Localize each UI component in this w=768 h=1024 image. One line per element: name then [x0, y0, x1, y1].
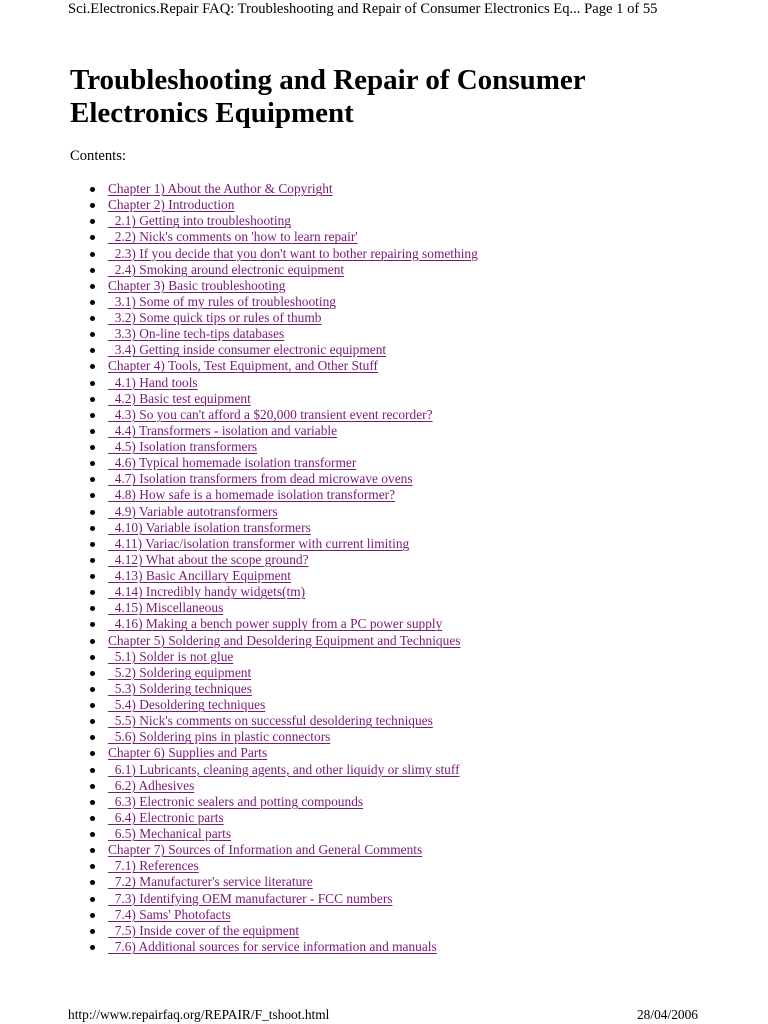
bullet-icon [90, 429, 95, 434]
bullet-icon [90, 268, 95, 273]
bullet-icon [90, 461, 95, 466]
toc-item [90, 391, 478, 407]
toc-link[interactable]: 6.3) Electronic sealers and potting compounds [108, 793, 364, 809]
toc-item [90, 633, 478, 649]
toc-link[interactable]: 4.7) Isolation transformers from dead microwave ovens [108, 471, 413, 487]
toc-item [90, 923, 478, 939]
toc-link[interactable]: 4.12) What about the scope ground? [108, 551, 309, 567]
toc-link[interactable]: 4.16) Making a bench power supply from a PC power supply [108, 616, 443, 632]
bullet-icon [90, 622, 95, 627]
toc-link[interactable]: 7.4) Sams' Photofacts [108, 906, 231, 922]
toc-item [90, 713, 478, 729]
bullet-icon [90, 300, 95, 305]
toc-item [90, 310, 478, 326]
toc-link[interactable]: 4.13) Basic Ancillary Equipment [108, 568, 291, 583]
bullet-icon [90, 945, 95, 950]
bullet-icon [90, 832, 95, 837]
toc-item [90, 907, 478, 923]
bullet-icon [90, 816, 95, 821]
bullet-icon [90, 558, 95, 563]
bullet-icon [90, 800, 95, 805]
toc-link[interactable]: 7.6) Additional sources for service information and manuals [108, 938, 437, 954]
toc-link[interactable]: Chapter 7) Sources of Information and General Comments [108, 842, 423, 858]
bullet-icon [90, 735, 95, 740]
toc-link[interactable]: 2.4) Smoking around electronic equipment [108, 261, 345, 277]
bullet-icon [90, 542, 95, 547]
toc-link[interactable]: 4.5) Isolation transformers [108, 439, 258, 454]
toc-link[interactable]: 4.10) Variable isolation transformers [108, 519, 311, 535]
toc-link[interactable]: 3.1) Some of my rules of troubleshooting [108, 293, 336, 309]
bullet-icon [90, 510, 95, 515]
toc-item [90, 842, 478, 858]
toc-item [90, 665, 478, 681]
toc-item [90, 358, 478, 374]
toc-item [90, 616, 478, 632]
toc-item [90, 649, 478, 665]
toc-item [90, 681, 478, 697]
toc-item [90, 874, 478, 890]
bullet-icon [90, 445, 95, 450]
toc-link[interactable]: 4.9) Variable autotransformers [108, 503, 278, 519]
toc-item [90, 536, 478, 552]
toc-item [90, 600, 478, 616]
toc-item [90, 504, 478, 520]
toc-link[interactable]: 4.1) Hand tools [108, 374, 198, 390]
bullet-icon [90, 655, 95, 660]
bullet-icon [90, 639, 95, 644]
toc-item [90, 891, 478, 907]
toc-link[interactable]: 2.1) Getting into troubleshooting [108, 213, 291, 229]
toc-item [90, 826, 478, 842]
bullet-icon [90, 574, 95, 579]
toc-item [90, 294, 478, 310]
toc-link[interactable]: 4.2) Basic test equipment [108, 390, 251, 406]
toc-item [90, 326, 478, 342]
toc-item [90, 197, 478, 213]
toc-link[interactable]: 7.2) Manufacturer's service literature [108, 874, 313, 890]
bullet-icon [90, 332, 95, 337]
toc-link[interactable]: 6.1) Lubricants, cleaning agents, and other liquidy or slimy stuff [108, 761, 460, 777]
toc-item [90, 487, 478, 503]
toc-item [90, 229, 478, 245]
bullet-icon [90, 493, 95, 498]
toc-link[interactable]: 5.3) Soldering techniques [108, 680, 252, 696]
toc-item [90, 745, 478, 761]
bullet-icon [90, 687, 95, 692]
toc-item [90, 407, 478, 423]
bullet-icon [90, 671, 95, 676]
bullet-icon [90, 880, 95, 885]
toc-item [90, 794, 478, 810]
toc-item [90, 471, 478, 487]
toc-link[interactable]: 2.2) Nick's comments on 'how to learn repair' [108, 229, 358, 245]
toc-link[interactable]: 4.15) Miscellaneous [108, 600, 224, 616]
toc-item [90, 213, 478, 229]
toc-link[interactable]: 5.2) Soldering equipment [108, 664, 252, 680]
toc-link[interactable]: 3.3) On-line tech-tips databases [108, 326, 285, 342]
bullet-icon [90, 751, 95, 756]
toc-item [90, 729, 478, 745]
toc-link[interactable]: 4.14) Incredibly handy widgets(tm) [108, 584, 306, 600]
toc-link[interactable]: Chapter 5) Soldering and Desoldering Equipment and Techniques [108, 632, 461, 648]
footer-url: http://www.repairfaq.org/REPAIR/F_tshoot.html [68, 1007, 330, 1022]
contents-label: Contents: [70, 148, 126, 164]
toc-item [90, 375, 478, 391]
bullet-icon [90, 397, 95, 402]
bullet-icon [90, 235, 95, 240]
bullet-icon [90, 784, 95, 789]
toc-item [90, 181, 478, 197]
bullet-icon [90, 590, 95, 595]
bullet-icon [90, 203, 95, 208]
toc-item [90, 552, 478, 568]
toc-link[interactable]: 5.4) Desoldering techniques [108, 697, 266, 712]
toc-link[interactable]: 5.6) Soldering pins in plastic connectors [108, 729, 331, 745]
toc-item [90, 697, 478, 713]
bullet-icon [90, 526, 95, 531]
toc-link[interactable]: Chapter 6) Supplies and Parts [108, 745, 268, 761]
bullet-icon [90, 477, 95, 482]
bullet-icon [90, 364, 95, 369]
toc-link[interactable]: Chapter 4) Tools, Test Equipment, and Other Stuff [108, 358, 378, 374]
page-title: Troubleshooting and Repair of Consumer Electronics Equipment [70, 64, 586, 129]
bullet-icon [90, 929, 95, 934]
toc-link[interactable]: 2.3) If you decide that you don't want to bother repairing something [108, 245, 478, 261]
toc-item [90, 262, 478, 278]
toc-link[interactable]: 3.4) Getting inside consumer electronic equipment [108, 342, 387, 358]
bullet-icon [90, 703, 95, 708]
bullet-icon [90, 413, 95, 418]
toc-link[interactable]: 5.1) Solder is not glue [108, 648, 234, 664]
toc-item [90, 342, 478, 358]
bullet-icon [90, 848, 95, 853]
bullet-icon [90, 897, 95, 902]
toc-item [90, 455, 478, 471]
toc-item [90, 762, 478, 778]
toc-item [90, 778, 478, 794]
toc-item [90, 568, 478, 584]
bullet-icon [90, 606, 95, 611]
toc-link[interactable]: 6.5) Mechanical parts [108, 826, 232, 841]
toc-item [90, 584, 478, 600]
toc-item [90, 278, 478, 294]
bullet-icon [90, 768, 95, 773]
footer-date: 28/04/2006 [636, 1007, 698, 1022]
bullet-icon [90, 381, 95, 386]
bullet-icon [90, 316, 95, 321]
toc-link[interactable]: 5.5) Nick's comments on successful desoldering techniques [108, 713, 433, 729]
toc-link[interactable]: 4.6) Typical homemade isolation transformer [108, 455, 357, 471]
toc-link[interactable]: Chapter 2) Introduction [108, 197, 235, 213]
bullet-icon [90, 348, 95, 353]
table-of-contents [90, 181, 478, 955]
toc-link[interactable]: 4.3) So you can't afford a $20,000 transient event recorder? [108, 406, 433, 422]
toc-link[interactable]: 4.4) Transformers - isolation and variable [108, 422, 338, 438]
toc-link[interactable]: 3.2) Some quick tips or rules of thumb [108, 310, 322, 325]
toc-link[interactable]: 4.11) Variac/isolation transformer with current limiting [108, 535, 410, 551]
toc-item [90, 939, 478, 955]
toc-link[interactable]: 6.2) Adhesives [108, 777, 195, 793]
toc-link[interactable]: 7.5) Inside cover of the equipment [108, 922, 300, 938]
print-header: Sci.Electronics.Repair FAQ: Troubleshooting and Repair of Consumer Electronics Eq... Page 1 of 55 [68, 1, 658, 17]
toc-link[interactable]: 7.1) References [108, 858, 199, 874]
bullet-icon [90, 719, 95, 724]
bullet-icon [90, 187, 95, 192]
toc-link[interactable]: 4.8) How safe is a homemade isolation transformer? [108, 487, 396, 503]
toc-link[interactable]: Chapter 3) Basic troubleshooting [108, 277, 286, 293]
bullet-icon [90, 864, 95, 869]
toc-item [90, 520, 478, 536]
bullet-icon [90, 219, 95, 224]
toc-item [90, 439, 478, 455]
toc-item [90, 246, 478, 262]
toc-link[interactable]: 6.4) Electronic parts [108, 809, 224, 825]
toc-link[interactable]: 7.3) Identifying OEM manufacturer - FCC numbers [108, 890, 393, 906]
bullet-icon [90, 252, 95, 257]
toc-link[interactable]: Chapter 1) About the Author & Copyright [108, 181, 333, 196]
toc-item [90, 423, 478, 439]
toc-item [90, 810, 478, 826]
toc-item [90, 858, 478, 874]
bullet-icon [90, 284, 95, 289]
bullet-icon [90, 913, 95, 918]
